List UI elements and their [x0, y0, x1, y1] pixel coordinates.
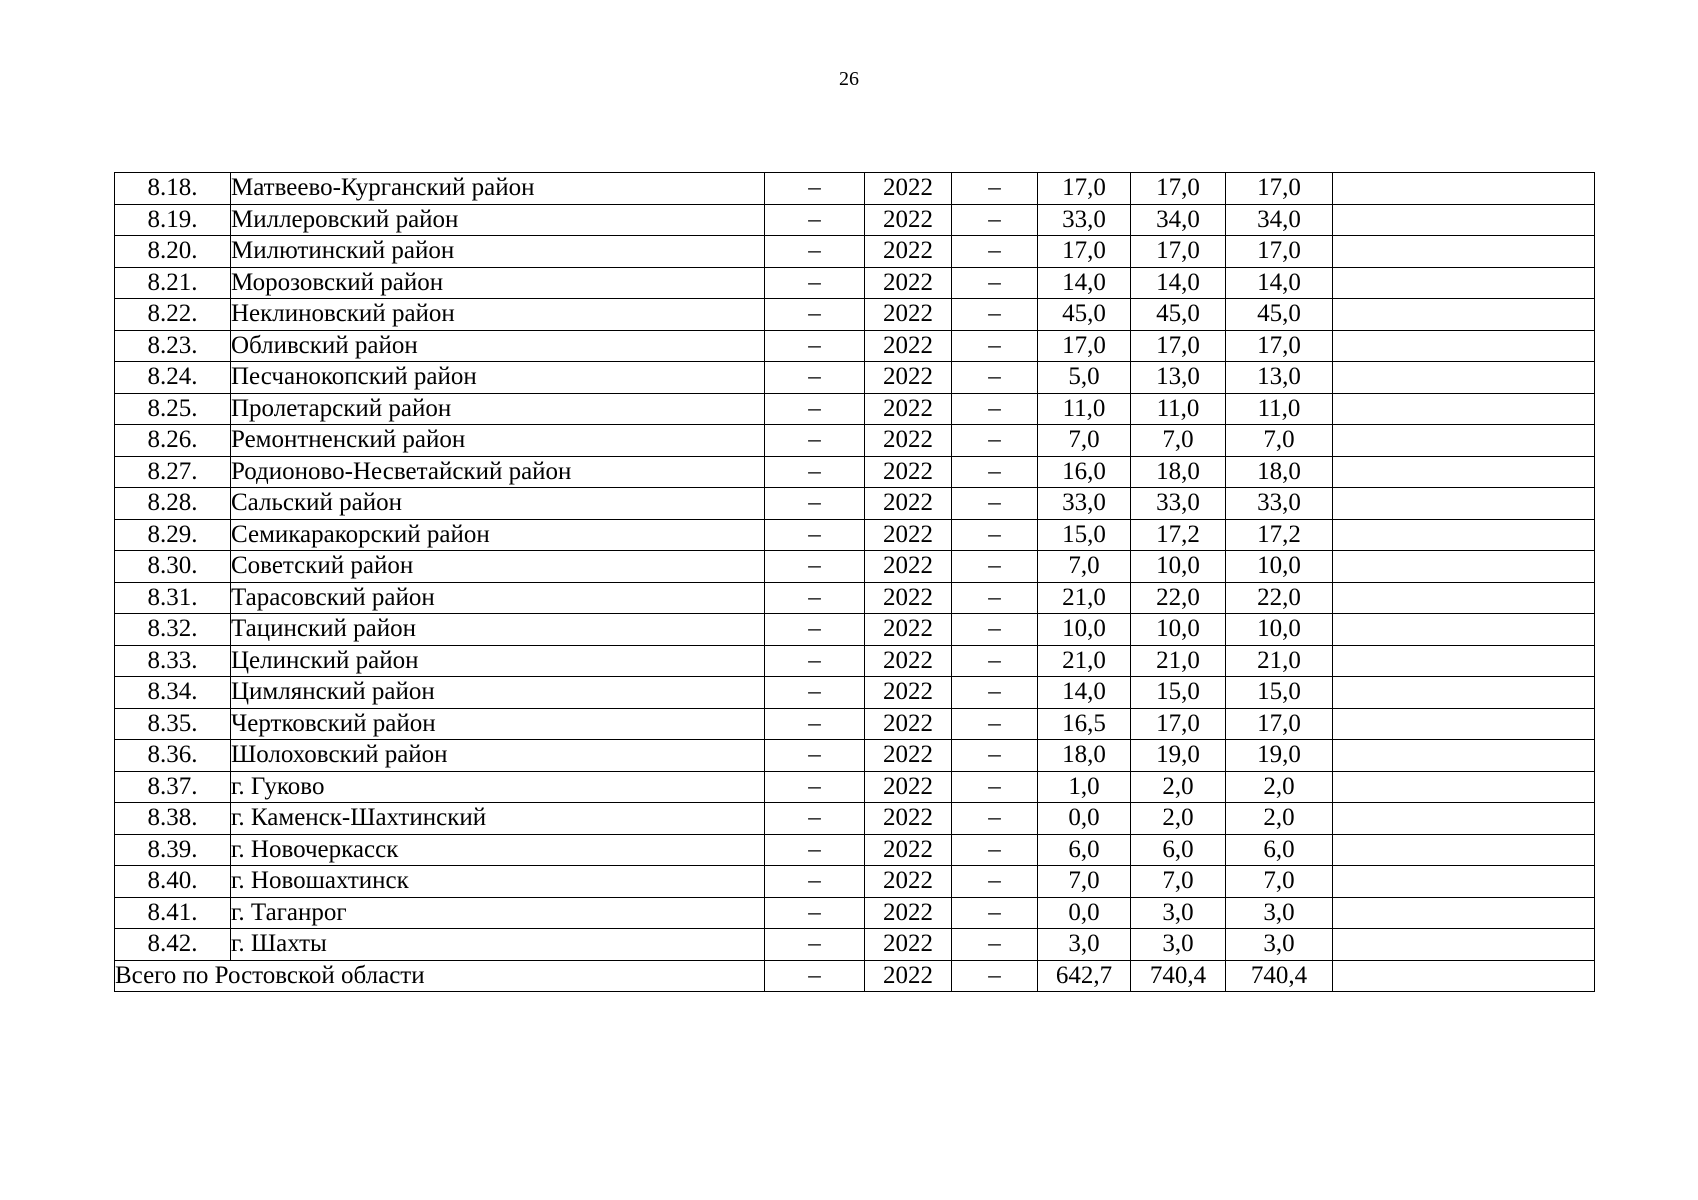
value-cell-2: 10,0 [1131, 551, 1226, 583]
value-cell-2: 17,0 [1131, 708, 1226, 740]
district-name-cell: г. Гуково [231, 771, 765, 803]
value-cell-3: 10,0 [1226, 551, 1333, 583]
year-cell: 2022 [865, 425, 952, 457]
dash-cell: – [952, 960, 1038, 992]
value-cell-3: 2,0 [1226, 771, 1333, 803]
value-cell-2: 17,0 [1131, 173, 1226, 205]
year-cell: 2022 [865, 614, 952, 646]
value-cell-3: 19,0 [1226, 740, 1333, 772]
year-cell: 2022 [865, 362, 952, 394]
table-row [115, 551, 1595, 583]
value-cell-2: 11,0 [1131, 393, 1226, 425]
value-cell-1: 10,0 [1038, 614, 1131, 646]
district-name-cell: Тацинский район [231, 614, 765, 646]
dash-cell: – [952, 771, 1038, 803]
dash-cell: – [765, 456, 865, 488]
value-cell-2: 33,0 [1131, 488, 1226, 520]
value-cell-2: 3,0 [1131, 897, 1226, 929]
value-cell-1: 17,0 [1038, 173, 1131, 205]
value-cell-1: 7,0 [1038, 551, 1131, 583]
value-cell-3: 2,0 [1226, 803, 1333, 835]
note-cell [1333, 362, 1595, 394]
table-row [115, 897, 1595, 929]
dash-cell: – [952, 330, 1038, 362]
year-cell: 2022 [865, 803, 952, 835]
district-name-cell: Пролетарский район [231, 393, 765, 425]
dash-cell: – [765, 834, 865, 866]
table-row [115, 330, 1595, 362]
dash-cell: – [952, 866, 1038, 898]
value-cell-3: 17,0 [1226, 330, 1333, 362]
dash-cell: – [952, 267, 1038, 299]
value-cell-3: 17,0 [1226, 236, 1333, 268]
table-row [115, 614, 1595, 646]
table-row [115, 236, 1595, 268]
value-cell-1: 15,0 [1038, 519, 1131, 551]
row-number-cell: 8.18. [115, 173, 231, 205]
value-cell-2: 19,0 [1131, 740, 1226, 772]
value-cell-2: 2,0 [1131, 771, 1226, 803]
dash-cell: – [765, 330, 865, 362]
year-cell: 2022 [865, 771, 952, 803]
value-cell-1: 16,0 [1038, 456, 1131, 488]
table-row [115, 677, 1595, 709]
value-cell-2: 2,0 [1131, 803, 1226, 835]
row-number-cell: 8.36. [115, 740, 231, 772]
dash-cell: – [765, 960, 865, 992]
dash-cell: – [952, 456, 1038, 488]
note-cell [1333, 393, 1595, 425]
note-cell [1333, 614, 1595, 646]
dash-cell: – [765, 267, 865, 299]
value-cell-2: 13,0 [1131, 362, 1226, 394]
district-name-cell: Советский район [231, 551, 765, 583]
dash-cell: – [765, 236, 865, 268]
note-cell [1333, 740, 1595, 772]
table-row [115, 834, 1595, 866]
dash-cell: – [952, 740, 1038, 772]
row-number-cell: 8.28. [115, 488, 231, 520]
district-name-cell: Тарасовский район [231, 582, 765, 614]
district-name-cell: г. Новочеркасск [231, 834, 765, 866]
table-row [115, 771, 1595, 803]
district-name-cell: Шолоховский район [231, 740, 765, 772]
year-cell: 2022 [865, 645, 952, 677]
district-name-cell: г. Каменск-Шахтинский [231, 803, 765, 835]
value-cell-3: 34,0 [1226, 204, 1333, 236]
district-name-cell: Миллеровский район [231, 204, 765, 236]
page-number: 26 [839, 68, 859, 90]
year-cell: 2022 [865, 456, 952, 488]
district-name-cell: Сальский район [231, 488, 765, 520]
district-name-cell: Песчанокопский район [231, 362, 765, 394]
dash-cell: – [952, 173, 1038, 205]
note-cell [1333, 299, 1595, 331]
dash-cell: – [765, 551, 865, 583]
value-cell-2: 10,0 [1131, 614, 1226, 646]
row-number-cell: 8.33. [115, 645, 231, 677]
value-cell-2: 6,0 [1131, 834, 1226, 866]
value-cell-1: 7,0 [1038, 866, 1131, 898]
value-cell-2: 18,0 [1131, 456, 1226, 488]
row-number-cell: 8.40. [115, 866, 231, 898]
value-cell-2: 7,0 [1131, 425, 1226, 457]
row-number-cell: 8.32. [115, 614, 231, 646]
table-row [115, 740, 1595, 772]
value-cell-1: 33,0 [1038, 204, 1131, 236]
value-cell-3: 11,0 [1226, 393, 1333, 425]
total-value-cell-1: 642,7 [1038, 960, 1131, 992]
district-name-cell: Морозовский район [231, 267, 765, 299]
value-cell-3: 7,0 [1226, 425, 1333, 457]
district-name-cell: г. Шахты [231, 929, 765, 961]
dash-cell: – [765, 582, 865, 614]
dash-cell: – [765, 614, 865, 646]
dash-cell: – [952, 551, 1038, 583]
value-cell-3: 17,0 [1226, 708, 1333, 740]
year-cell: 2022 [865, 866, 952, 898]
value-cell-3: 18,0 [1226, 456, 1333, 488]
note-cell [1333, 708, 1595, 740]
table-row [115, 582, 1595, 614]
value-cell-1: 1,0 [1038, 771, 1131, 803]
value-cell-1: 45,0 [1038, 299, 1131, 331]
dash-cell: – [952, 236, 1038, 268]
note-cell [1333, 551, 1595, 583]
value-cell-3: 17,2 [1226, 519, 1333, 551]
dash-cell: – [765, 897, 865, 929]
year-cell: 2022 [865, 897, 952, 929]
table-row [115, 204, 1595, 236]
year-cell: 2022 [865, 551, 952, 583]
dash-cell: – [765, 393, 865, 425]
table-row [115, 803, 1595, 835]
dash-cell: – [952, 582, 1038, 614]
year-cell: 2022 [865, 708, 952, 740]
value-cell-1: 7,0 [1038, 425, 1131, 457]
dash-cell: – [952, 488, 1038, 520]
note-cell [1333, 677, 1595, 709]
note-cell [1333, 236, 1595, 268]
row-number-cell: 8.31. [115, 582, 231, 614]
value-cell-2: 45,0 [1131, 299, 1226, 331]
district-name-cell: Неклиновский район [231, 299, 765, 331]
value-cell-3: 3,0 [1226, 897, 1333, 929]
note-cell [1333, 173, 1595, 205]
value-cell-1: 3,0 [1038, 929, 1131, 961]
dash-cell: – [765, 708, 865, 740]
district-name-cell: Цимлянский район [231, 677, 765, 709]
value-cell-1: 17,0 [1038, 330, 1131, 362]
value-cell-2: 17,0 [1131, 236, 1226, 268]
value-cell-3: 45,0 [1226, 299, 1333, 331]
value-cell-3: 10,0 [1226, 614, 1333, 646]
dash-cell: – [765, 299, 865, 331]
district-name-cell: Обливский район [231, 330, 765, 362]
table-row [115, 362, 1595, 394]
value-cell-1: 0,0 [1038, 803, 1131, 835]
row-number-cell: 8.26. [115, 425, 231, 457]
note-cell [1333, 645, 1595, 677]
year-cell: 2022 [865, 236, 952, 268]
table-row [115, 425, 1595, 457]
district-name-cell: Целинский район [231, 645, 765, 677]
dash-cell: – [765, 929, 865, 961]
district-name-cell: Матвеево-Курганский район [231, 173, 765, 205]
dash-cell: – [765, 425, 865, 457]
data-table [114, 172, 1595, 992]
dash-cell: – [952, 362, 1038, 394]
value-cell-2: 34,0 [1131, 204, 1226, 236]
note-cell [1333, 582, 1595, 614]
row-number-cell: 8.23. [115, 330, 231, 362]
dash-cell: – [765, 645, 865, 677]
dash-cell: – [765, 204, 865, 236]
value-cell-2: 21,0 [1131, 645, 1226, 677]
value-cell-2: 17,2 [1131, 519, 1226, 551]
table-row [115, 456, 1595, 488]
dash-cell: – [952, 614, 1038, 646]
row-number-cell: 8.39. [115, 834, 231, 866]
year-cell: 2022 [865, 929, 952, 961]
dash-cell: – [765, 740, 865, 772]
value-cell-3: 7,0 [1226, 866, 1333, 898]
value-cell-1: 11,0 [1038, 393, 1131, 425]
table-row [115, 299, 1595, 331]
note-cell [1333, 519, 1595, 551]
table-row [115, 519, 1595, 551]
value-cell-3: 17,0 [1226, 173, 1333, 205]
row-number-cell: 8.35. [115, 708, 231, 740]
dash-cell: – [952, 393, 1038, 425]
year-cell: 2022 [865, 960, 952, 992]
year-cell: 2022 [865, 834, 952, 866]
value-cell-3: 3,0 [1226, 929, 1333, 961]
row-number-cell: 8.37. [115, 771, 231, 803]
value-cell-1: 33,0 [1038, 488, 1131, 520]
dash-cell: – [765, 803, 865, 835]
note-cell [1333, 425, 1595, 457]
dash-cell: – [952, 834, 1038, 866]
note-cell [1333, 267, 1595, 299]
note-cell [1333, 866, 1595, 898]
note-cell [1333, 488, 1595, 520]
value-cell-1: 5,0 [1038, 362, 1131, 394]
district-name-cell: г. Новошахтинск [231, 866, 765, 898]
row-number-cell: 8.34. [115, 677, 231, 709]
dash-cell: – [765, 771, 865, 803]
row-number-cell: 8.24. [115, 362, 231, 394]
row-number-cell: 8.38. [115, 803, 231, 835]
table-row [115, 708, 1595, 740]
total-value-cell-3: 740,4 [1226, 960, 1333, 992]
dash-cell: – [952, 519, 1038, 551]
dash-cell: – [765, 362, 865, 394]
value-cell-3: 33,0 [1226, 488, 1333, 520]
value-cell-1: 6,0 [1038, 834, 1131, 866]
district-name-cell: Милютинский район [231, 236, 765, 268]
row-number-cell: 8.21. [115, 267, 231, 299]
value-cell-3: 22,0 [1226, 582, 1333, 614]
value-cell-2: 15,0 [1131, 677, 1226, 709]
value-cell-2: 17,0 [1131, 330, 1226, 362]
total-row [115, 960, 1595, 992]
row-number-cell: 8.27. [115, 456, 231, 488]
value-cell-1: 16,5 [1038, 708, 1131, 740]
row-number-cell: 8.30. [115, 551, 231, 583]
row-number-cell: 8.42. [115, 929, 231, 961]
value-cell-2: 14,0 [1131, 267, 1226, 299]
dash-cell: – [952, 929, 1038, 961]
dash-cell: – [952, 645, 1038, 677]
value-cell-1: 17,0 [1038, 236, 1131, 268]
value-cell-1: 21,0 [1038, 645, 1131, 677]
year-cell: 2022 [865, 267, 952, 299]
year-cell: 2022 [865, 393, 952, 425]
dash-cell: – [952, 204, 1038, 236]
value-cell-3: 14,0 [1226, 267, 1333, 299]
value-cell-1: 14,0 [1038, 677, 1131, 709]
year-cell: 2022 [865, 582, 952, 614]
dash-cell: – [952, 299, 1038, 331]
value-cell-3: 13,0 [1226, 362, 1333, 394]
value-cell-3: 15,0 [1226, 677, 1333, 709]
value-cell-2: 22,0 [1131, 582, 1226, 614]
note-cell [1333, 803, 1595, 835]
value-cell-1: 0,0 [1038, 897, 1131, 929]
dash-cell: – [952, 897, 1038, 929]
value-cell-3: 6,0 [1226, 834, 1333, 866]
dash-cell: – [765, 173, 865, 205]
note-cell [1333, 929, 1595, 961]
dash-cell: – [765, 677, 865, 709]
year-cell: 2022 [865, 299, 952, 331]
value-cell-2: 7,0 [1131, 866, 1226, 898]
value-cell-2: 3,0 [1131, 929, 1226, 961]
year-cell: 2022 [865, 173, 952, 205]
district-name-cell: Чертковский район [231, 708, 765, 740]
row-number-cell: 8.19. [115, 204, 231, 236]
dash-cell: – [952, 803, 1038, 835]
note-cell [1333, 456, 1595, 488]
year-cell: 2022 [865, 519, 952, 551]
table-row [115, 393, 1595, 425]
total-label-cell: Всего по Ростовской области [115, 960, 765, 992]
note-cell [1333, 834, 1595, 866]
district-name-cell: г. Таганрог [231, 897, 765, 929]
note-cell [1333, 771, 1595, 803]
row-number-cell: 8.25. [115, 393, 231, 425]
dash-cell: – [765, 488, 865, 520]
note-cell [1333, 204, 1595, 236]
year-cell: 2022 [865, 330, 952, 362]
value-cell-1: 14,0 [1038, 267, 1131, 299]
dash-cell: – [765, 866, 865, 898]
district-name-cell: Родионово-Несветайский район [231, 456, 765, 488]
dash-cell: – [952, 677, 1038, 709]
value-cell-1: 21,0 [1038, 582, 1131, 614]
year-cell: 2022 [865, 488, 952, 520]
value-cell-3: 21,0 [1226, 645, 1333, 677]
table-row [115, 645, 1595, 677]
table-row [115, 488, 1595, 520]
total-value-cell-2: 740,4 [1131, 960, 1226, 992]
table-row [115, 929, 1595, 961]
district-name-cell: Ремонтненский район [231, 425, 765, 457]
note-cell [1333, 897, 1595, 929]
district-name-cell: Семикаракорский район [231, 519, 765, 551]
year-cell: 2022 [865, 740, 952, 772]
note-cell [1333, 960, 1595, 992]
dash-cell: – [765, 519, 865, 551]
value-cell-1: 18,0 [1038, 740, 1131, 772]
dash-cell: – [952, 708, 1038, 740]
note-cell [1333, 330, 1595, 362]
table-row [115, 267, 1595, 299]
table-body [115, 173, 1595, 992]
table-row [115, 173, 1595, 205]
year-cell: 2022 [865, 677, 952, 709]
row-number-cell: 8.22. [115, 299, 231, 331]
table-row [115, 866, 1595, 898]
row-number-cell: 8.41. [115, 897, 231, 929]
year-cell: 2022 [865, 204, 952, 236]
row-number-cell: 8.20. [115, 236, 231, 268]
row-number-cell: 8.29. [115, 519, 231, 551]
dash-cell: – [952, 425, 1038, 457]
